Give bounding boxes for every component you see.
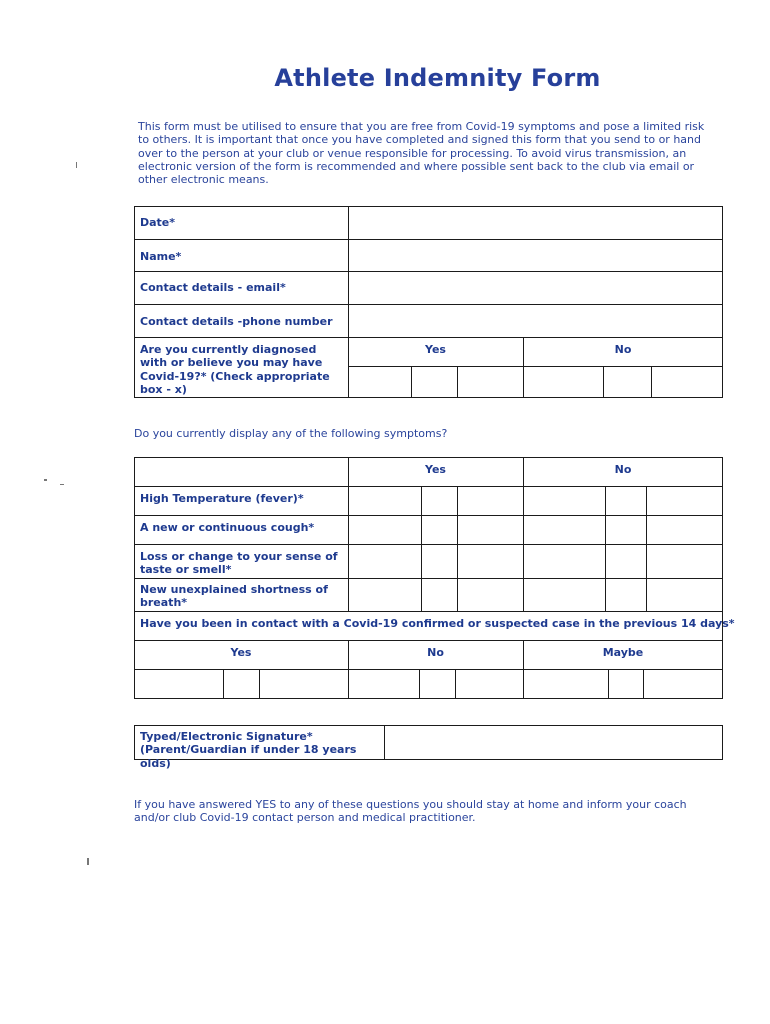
symptom-fever-yes-checkbox[interactable] [422,487,457,515]
symptom-smell-yes-checkbox[interactable] [422,545,457,578]
date-label: Date* [140,216,176,229]
name-label: Name* [140,250,182,263]
symptom-label: A new or continuous cough* [140,521,315,534]
covid-yes-header: Yes [425,343,446,356]
symptoms-yes-header: Yes [425,463,446,476]
name-field[interactable] [349,240,722,271]
scan-speck [87,858,89,865]
signature-field[interactable] [385,726,722,759]
contact-question: Have you been in contact with a Covid-19 confirmed or suspected case in the previous 14 days* [140,617,735,630]
symptom-label: New unexplained shortness of breath* [140,583,328,610]
symptom-smell-no-checkbox[interactable] [606,545,646,578]
contact-no-header: No [427,646,444,659]
email-field[interactable] [349,272,722,304]
footer-note: If you have answered YES to any of these questions you should stay at home and inform your coach and/or club Covid-19 contact person and medical practitioner. [134,798,687,825]
covid-no-header: No [614,343,632,356]
phone-field[interactable] [349,305,722,337]
symptom-breath-no-checkbox[interactable] [606,579,646,611]
symptoms-intro: Do you currently display any of the following symptoms? [134,427,448,440]
symptom-fever-no-checkbox[interactable] [606,487,646,515]
symptom-breath-yes-checkbox[interactable] [422,579,457,611]
scan-speck [76,162,77,168]
symptom-cough-yes-checkbox[interactable] [422,516,457,544]
email-label: Contact details - email* [140,281,286,294]
contact-yes-header: Yes [230,646,252,659]
covid-yes-checkbox[interactable] [412,367,457,397]
date-field[interactable] [349,207,722,239]
symptoms-no-header: No [614,463,632,476]
symptom-cough-no-checkbox[interactable] [606,516,646,544]
covid-no-checkbox[interactable] [604,367,651,397]
covid-question: Are you currently diagnosed with or believe you may have Covid-19?* (Check appropriate box - x) [140,343,330,396]
scan-speck [44,479,47,481]
scan-speck [60,484,64,485]
contact-no-checkbox[interactable] [420,670,455,698]
contact-maybe-header: Maybe [602,646,644,659]
symptom-label: High Temperature (fever)* [140,492,304,505]
symptom-label: Loss or change to your sense of taste or smell* [140,550,338,577]
contact-yes-checkbox[interactable] [224,670,259,698]
signature-label: Typed/Electronic Signature* (Parent/Guardian if under 18 years olds) [140,730,357,770]
phone-label: Contact details -phone number [140,315,333,328]
intro-paragraph: This form must be utilised to ensure that you are free from Covid-19 symptoms and pose a limited risk to others. It is important that once you have completed and signed this form that you send to or hand over to the person at your club or venue responsible for processing. To avoid virus transmission, an electronic version of the form is recommended and where possible sent back to the club via email or other electronic means. [138,120,705,187]
contact-maybe-checkbox[interactable] [609,670,643,698]
form-title: Athlete Indemnity Form [274,64,601,92]
